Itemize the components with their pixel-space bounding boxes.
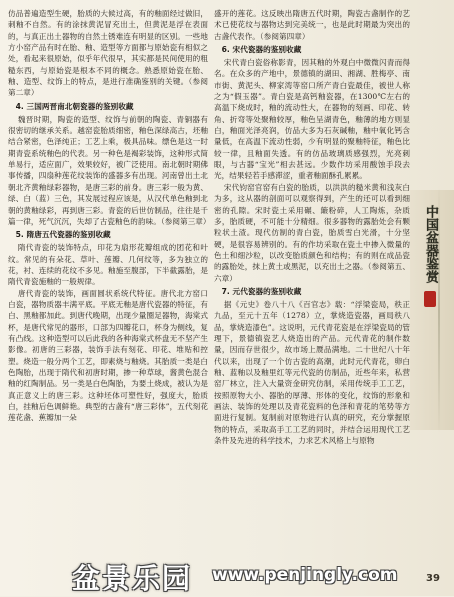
paragraph: 宋代钧窑官窑有白瓷的胎质，以洪洪的糙米黄和浅灰白为多，这从器的剖面可以观察得到，产生的还可以看到细密的孔隙。宋时瓷土采用碾、簸粉碎，人工陶炼，杂质多，胎质硬，不可能十分精细。很多器物的露胎处会有颗粒状土渣。现代仿制的青白瓷，胎质雪白光滑，十分坚硬，是很容易辨别的。有的作坊采取在瓷土中掺入微量的色土和细沙粒，以改变胎质颜色和结构；有的则在成品瓷的露胎处，抹上黄土或黑泥，以充出土之器。（参阅第五、六章）: [214, 182, 410, 283]
sidebar-title-text: 中国盆器鉴赏: [423, 205, 438, 283]
paragraph: 据《元史》卷八十八《百官志》载：“浮梁瓷局，秩正九品，至元十五年（1278）立，掌烧造瓷器，画局秩八品，掌烧造漆色”。这说明，元代青花瓷是在浮梁瓷局的管理下，景德镇瓷艺人烧造出的产品。元代青花的制作数量，因而存世很少，故市场上赝品满地。二十世纪八十年代以来，出现了一个仿古瓷的高潮，此时元代青花，卵白釉、蓝釉以及釉里红等元代瓷的仿制品，近些年来，私营窑厂林立，注入大量资金研究仿制，采用传统手工工艺，按照原物大小、器胎的厚薄、形体的变化，纹饰的形象和画法、装饰的处理以及青花瓷料的色泽和青花的笔势等方面进行复制。复制前对原物进行认真的研究，充分掌握原物的特点，采取高手工工艺的同时，并结合运用现代工艺条件及先进的科学技术，力求艺术风格上与原物: [214, 299, 410, 446]
watermark-url: www.penjingly.com: [212, 565, 398, 585]
left-column: [8, 8, 211, 424]
page-number: 39: [426, 573, 440, 584]
section-heading: 7. 元代瓷器的鉴别收藏: [221, 286, 302, 296]
paragraph: 盛开的莲花。这反映出隋唐五代时期，陶瓷古盏制作的艺术已使花纹与器物达到完美统一，也是此时期最为突出的古盏代表作。（参阅第四章）: [214, 9, 410, 41]
section-heading: 5. 隋唐五代瓷器的鉴别收藏: [15, 230, 111, 240]
paragraph: 魏晋时期，陶瓷的造型、纹饰与前朝的陶瓷、青铜器有很密切的继承关系。越窑瓷胎质细密，釉色深绿高古，坯釉结合紧密，色泽纯正；工艺上乘，极具品味。缥色是这一时期青瓷系统釉色的代表。另一种色是褐彩装饰，这种形式简单易行，适应面广，效果较好，被广泛使用。南北朝时期佛事传播，四扇种莲花纹装饰的盛器多有出现。河南曾出土北朝北齐黄釉绿彩器物，是唐三彩的前身。唐三彩一般为黄、绿、白（蓝）三色，其发展过程应该是，从汉代单色釉到北朝的黄釉绿彩，再到唐三彩。青瓷的后世仿制品，往往是千篇一律，死气沉沉，失却了古瓷釉色的韵味。（参阅第三章）: [8, 114, 211, 226]
watermark: [0, 555, 454, 595]
sidebar-title: [410, 205, 450, 405]
paragraph: 宋代青白瓷俗称影青，因其釉的外观白中微微闪青而得名。在众多的产地中，景德镇的湖田、湘湖、胜梅亭、南市街、黄泥头、柳家湾等窑口所产青白瓷最佳，被世人称之为“假玉器”。青白瓷是高钙釉瓷器，在1300℃左右的高温下烧成时，釉的流动性大，在器物的刻画、印花、转角、折弯等处聚釉较厚，釉色呈湖青色，釉薄的地方则显白，釉面光泽亮润，仿品大多为石灰碱釉，釉中氧化钙含量低，在高温下流动性弱，少有明显的聚釉特征，釉色比较一律，且釉面失透。有的仿品玻璃质感强烈，光亮刺眼，与古器“宝光”相去甚远。少数作坊采用酸蚀手段去光，结果轻若手感滞涩，重者釉面酥孔累累。: [214, 58, 410, 181]
seal-stamp-icon: [424, 291, 436, 307]
section-heading: 6. 宋代瓷器的鉴别收藏: [221, 45, 302, 55]
section-heading: 4. 三国两晋南北朝瓷器的鉴别收藏: [15, 101, 134, 111]
right-column: [214, 8, 410, 446]
paragraph: 唐代青瓷的装饰，画面圆状系统代特征。唐代北方窑口白瓷，器物质器丰满平底。平底无釉是唐代瓷器的特征，有白、黑釉都加此。到唐代晚期，出现少量圈足器物，海棠式杯，是唐代常见的器形，口部为四瓣花口，杯身为侧线，复有凸线。这种造型可以后此我的各种海棠式杯盘无不坚产生影像。初唐的三彩器，装饰手法有刻花、印花、堆贴和控塑。烧造一般分两个工艺，即素烧与釉烧。其胎质一类是白色陶胎，出现于隋代和初唐时期，掺一种草球，酱黄色混合釉的红陶制品。另一类是白色陶胎，为要土烧成，被认为是真正意义上的唐三彩。这种坯体可塑性好，强度大，胎质白，挂釉后色调鲜艳。典型的古盏有“唐三彩体”，五代刻花莲花盏、蕉瓣加一朵: [8, 288, 208, 423]
watermark-site-name: 盆景乐园: [72, 562, 193, 595]
paragraph: 隋代青瓷的装饰特点，印花为扇形花瓣组成的团花和叶纹。常见的有朵花、草叶、莲瓣、几何纹等，多为独立的花，衬、连续的花纹不多见。釉施至腹部，下半截露胎，是隋代青瓷施釉的一般规律。: [8, 243, 208, 287]
paragraph: 仿品普遍造型生硬，胎质的大候过高，有的釉面经过做旧，刺釉不自然。有的涂抹黄泥冒充出土，但黄泥是浮在表面的，与真正出土器物的自然土锈难连有明显的区别。一些地方小窑产品有时在胎、釉、造型等方面都与原始瓷有相似之处，看起来很原始，似乎年代很早，其实都是民间使用的粗糙东西，与原始瓷是根本不同的概念。熟悉原始瓷在胎、釉、造型、纹饰上的特点，是进行准确鉴别的关键。（参阅第二章）: [8, 9, 208, 98]
